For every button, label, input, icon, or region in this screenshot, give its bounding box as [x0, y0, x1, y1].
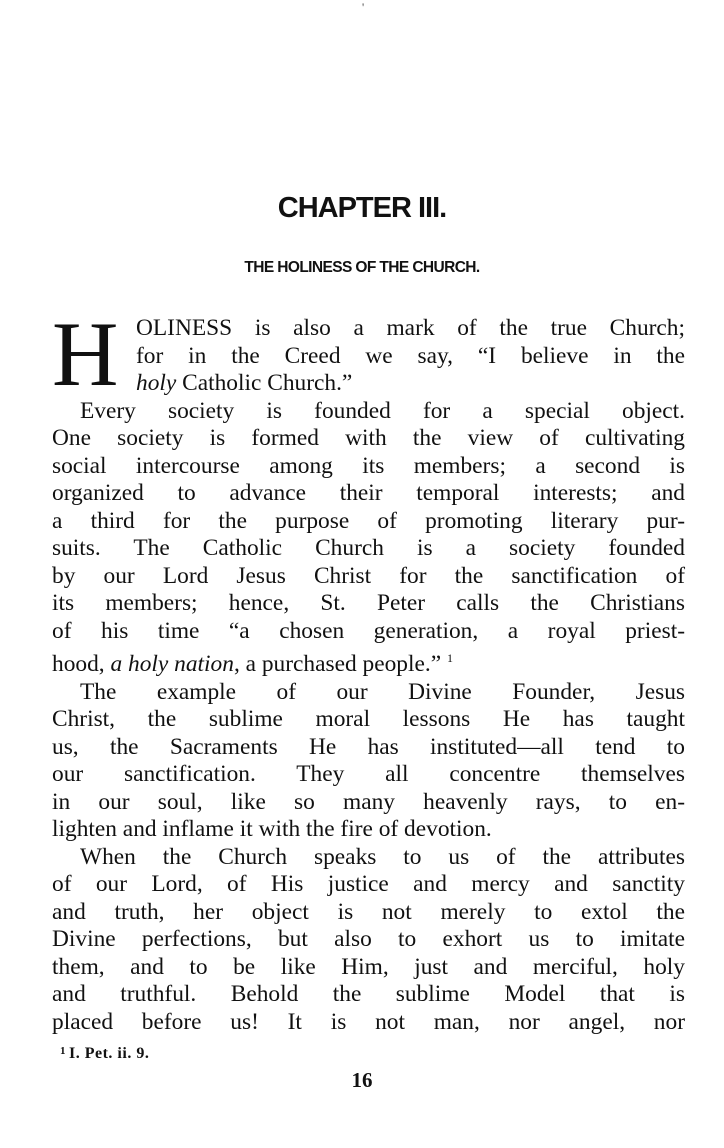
text-line: and truth, her object is not merely to extol the — [52, 898, 685, 925]
text-line: Every society is founded for a special object. — [80, 397, 685, 424]
text-line: by our Lord Jesus Christ for the sanctification of — [52, 562, 685, 589]
paragraph-1 — [52, 303, 685, 405]
paragraph-3 — [52, 679, 685, 844]
footnote — [60, 1045, 149, 1063]
text-line: of his time “a chosen generation, a royal priest- — [52, 617, 685, 644]
drop-cap: H — [52, 303, 119, 405]
text-span: Catholic Church.” — [176, 370, 353, 396]
text-line: lighten and inflame it with the fire of devotion. — [52, 816, 492, 842]
text-line: its members; hence, St. Peter calls the Christians — [52, 590, 685, 616]
italic-text: holy — [136, 370, 177, 396]
footnote-reference[interactable]: 1 — [446, 651, 453, 665]
text-line: them, and to be like Him, just and merciful, holy — [52, 953, 685, 980]
text-line: a third for the purpose of promoting literary pur- — [52, 507, 685, 534]
chapter-title: CHAPTER III. — [277, 192, 447, 224]
italic-text: a holy nation — [110, 651, 234, 677]
body-text — [52, 303, 685, 1036]
text-line: Divine perfections, but also to exhort us to imitate — [52, 926, 685, 952]
chapter-subtitle: THE HOLINESS OF THE CHURCH. — [244, 259, 480, 276]
text-line: organized to advance their temporal interests; and — [52, 480, 685, 506]
text-line: suits. The Catholic Church is a society founded — [52, 535, 685, 561]
text-line: One society is formed with the view of cultivating — [52, 425, 685, 451]
text-line: OLINESS is also a mark of the true Church; — [136, 315, 685, 341]
text-line: social intercourse among its members; a second is — [52, 452, 685, 479]
text-line: and truthful. Behold the sublime Model that is — [52, 981, 685, 1007]
text-span: hood, — [52, 651, 111, 677]
text-line: placed before us! It is not man, nor angel, nor — [52, 1008, 685, 1035]
text-line — [136, 370, 685, 398]
text-line: of our Lord, of His justice and mercy and sanctity — [52, 871, 685, 897]
text-line — [52, 645, 685, 679]
footnote-text: I. Pet. ii. 9. — [69, 1045, 150, 1062]
paragraph-2 — [52, 398, 685, 679]
text-line: The example of our Divine Founder, Jesus — [80, 678, 685, 705]
text-line: When the Church speaks to us of the attributes — [80, 843, 685, 870]
paragraph-4 — [52, 844, 685, 1037]
text-line: our sanctification. They all concentre themselves — [52, 761, 685, 787]
text-line: us, the Sacraments He has instituted—all tend to — [52, 733, 685, 760]
text-span: , a purchased people.” — [233, 651, 442, 677]
page-number: 16 — [351, 1068, 373, 1092]
footnote-marker: 1 — [60, 1045, 66, 1057]
text-line: for in the Creed we say, “I believe in the — [136, 342, 685, 369]
top-mark: ' — [362, 0, 365, 14]
text-line: in our soul, like so many heavenly rays, to en- — [52, 788, 685, 815]
text-line: Christ, the sublime moral lessons He has taught — [52, 706, 685, 732]
